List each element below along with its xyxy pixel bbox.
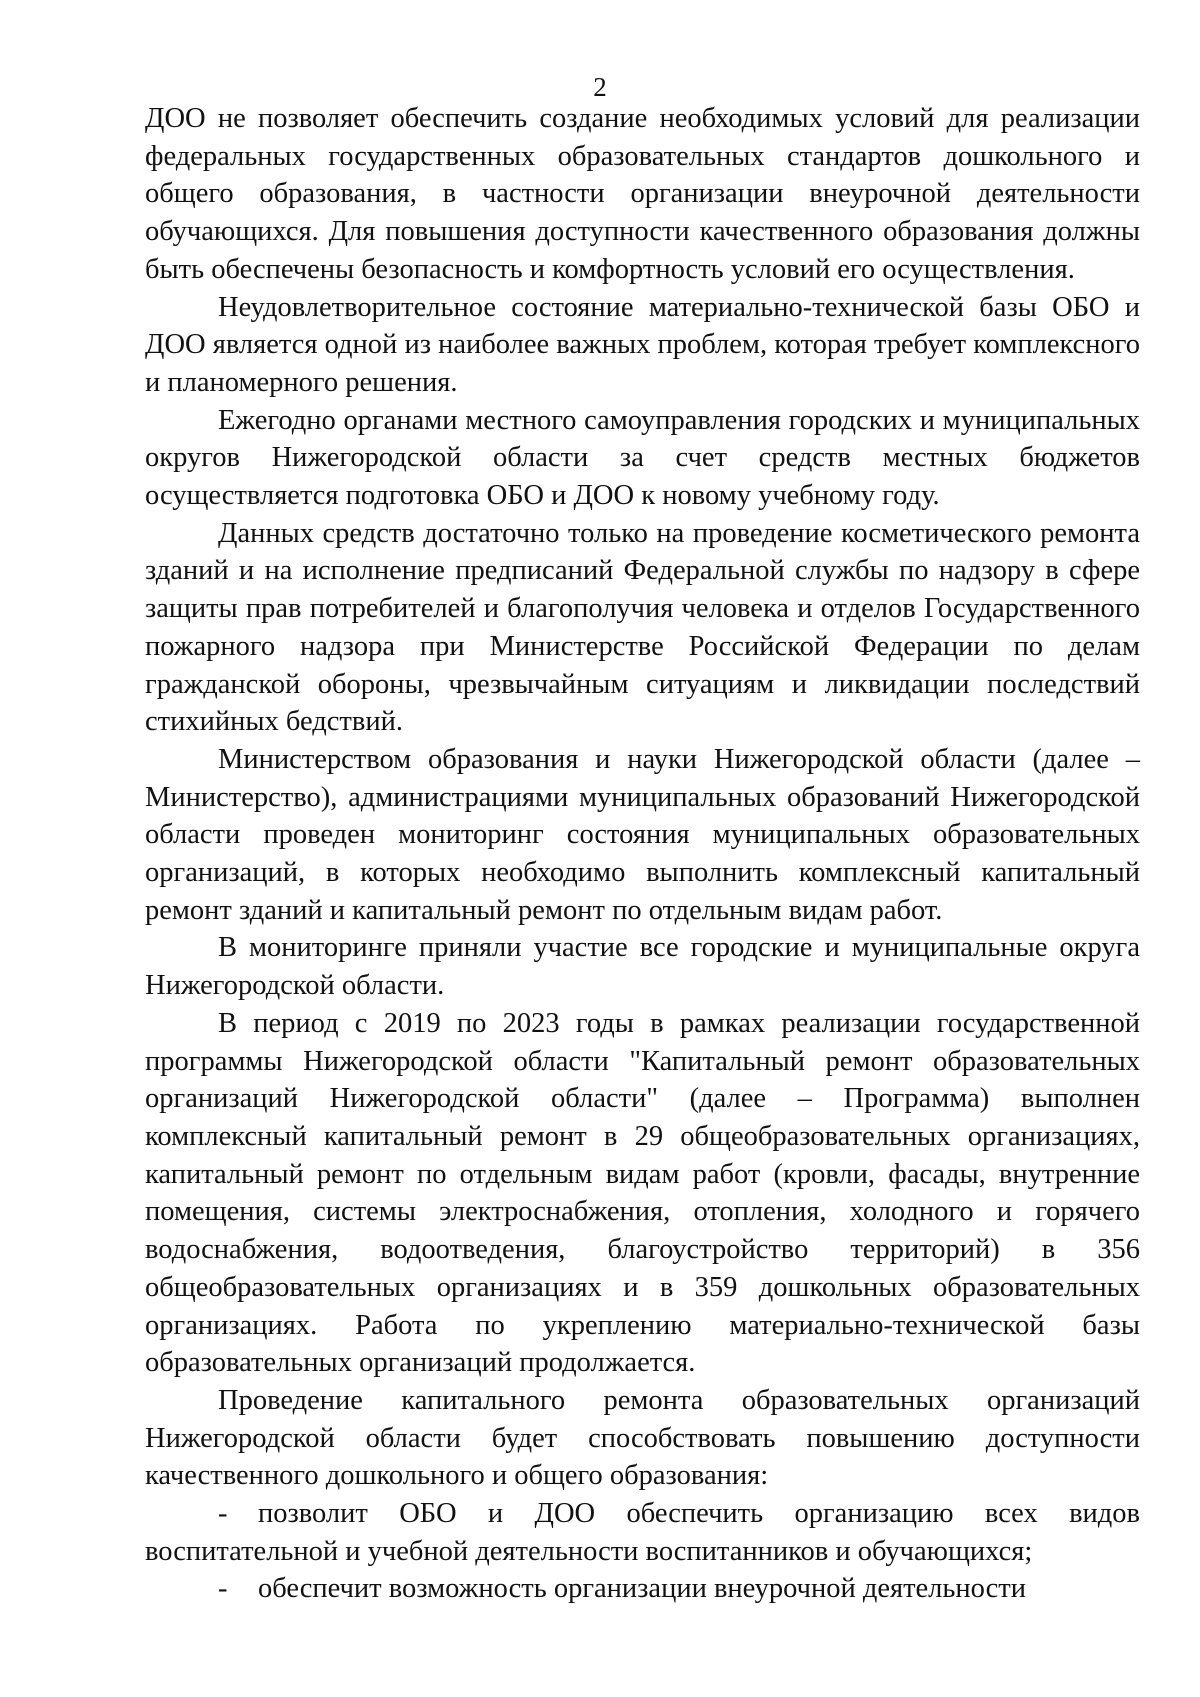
paragraph: Неудовлетворительное состояние материально-технической базы ОБО и ДОО является одной из наиболее важных проблем, которая требует комплексного и планомерного решения. — [145, 291, 1140, 398]
list-marker: - — [218, 1498, 228, 1530]
list-item-text: позволит ОБО и ДОО обеспечить организацию всех видов воспитательной и учебной деятельности воспитанников и обучающихся; — [145, 1498, 1140, 1567]
paragraph: В мониторинге приняли участие все городские и муниципальные округа Нижегородской области. — [145, 932, 1140, 1002]
paragraph: Проведение капитального ремонта образовательных организаций Нижегородской области будет способствовать повышению доступности качественного дошкольного и общего образования: — [145, 1384, 1140, 1492]
document-body — [145, 100, 1140, 1608]
paragraph: Ежегодно органами местного самоуправления городских и муниципальных округов Нижегородской области за счет средств местных бюджетов осуществляется подготовка ОБО и ДОО к новому учебному году. — [145, 404, 1140, 512]
list-item — [145, 1570, 1140, 1608]
paragraph: В период с 2019 по 2023 годы в рамках реализации государственной программы Нижегородской области "Капитальный ремонт образовательных организаций Нижегородской области" (далее – Программа) выполнен комплексный капитальный ремонт в 29 общеобразовательных организациях, капитальный ремонт по отдельным видам работ (кровли, фасады, внутренние помещения, системы электроснабжения, отопления, холодного и горячего водоснабжения, водоотведения, благоустройство территорий) в 356 общеобразовательных организациях и в 359 дошкольных образовательных организациях. Работа по укреплению материально-технической базы образовательных организаций продолжается. — [145, 1007, 1140, 1379]
paragraph-continuation: ДОО не позволяет обеспечить создание необходимых условий для реализации федеральных государственных образовательных стандартов дошкольного и общего образования, в частности организации внеурочной деятельности обучающихся. Для повышения доступности качественного образования должны быть обеспечены безопасность и комфортность условий его осуществления. — [145, 103, 1140, 285]
list-item — [145, 1495, 1140, 1570]
paragraph: Данных средств достаточно только на проведение косметического ремонта зданий и на исполнение предписаний Федеральной службы по надзору в сфере защиты прав потребителей и благополучия человека и отделов Государственного пожарного надзора при Министерстве Российской Федерации по делам гражданской обороны, чрезвычайным ситуациям и ликвидации последствий стихийных бедствий. — [145, 517, 1140, 738]
page-number: 2 — [593, 72, 607, 102]
list-item-text: обеспечит возможность организации внеурочной деятельности — [258, 1573, 1026, 1605]
list-marker: - — [218, 1573, 228, 1605]
paragraph: Министерством образования и науки Нижегородской области (далее – Министерство), администрациями муниципальных образований Нижегородской области проведен мониторинг состояния муниципальных образовательных организаций, в которых необходимо выполнить комплексный капитальный ремонт зданий и капитальный ремонт по отдельным видам работ. — [145, 743, 1140, 926]
